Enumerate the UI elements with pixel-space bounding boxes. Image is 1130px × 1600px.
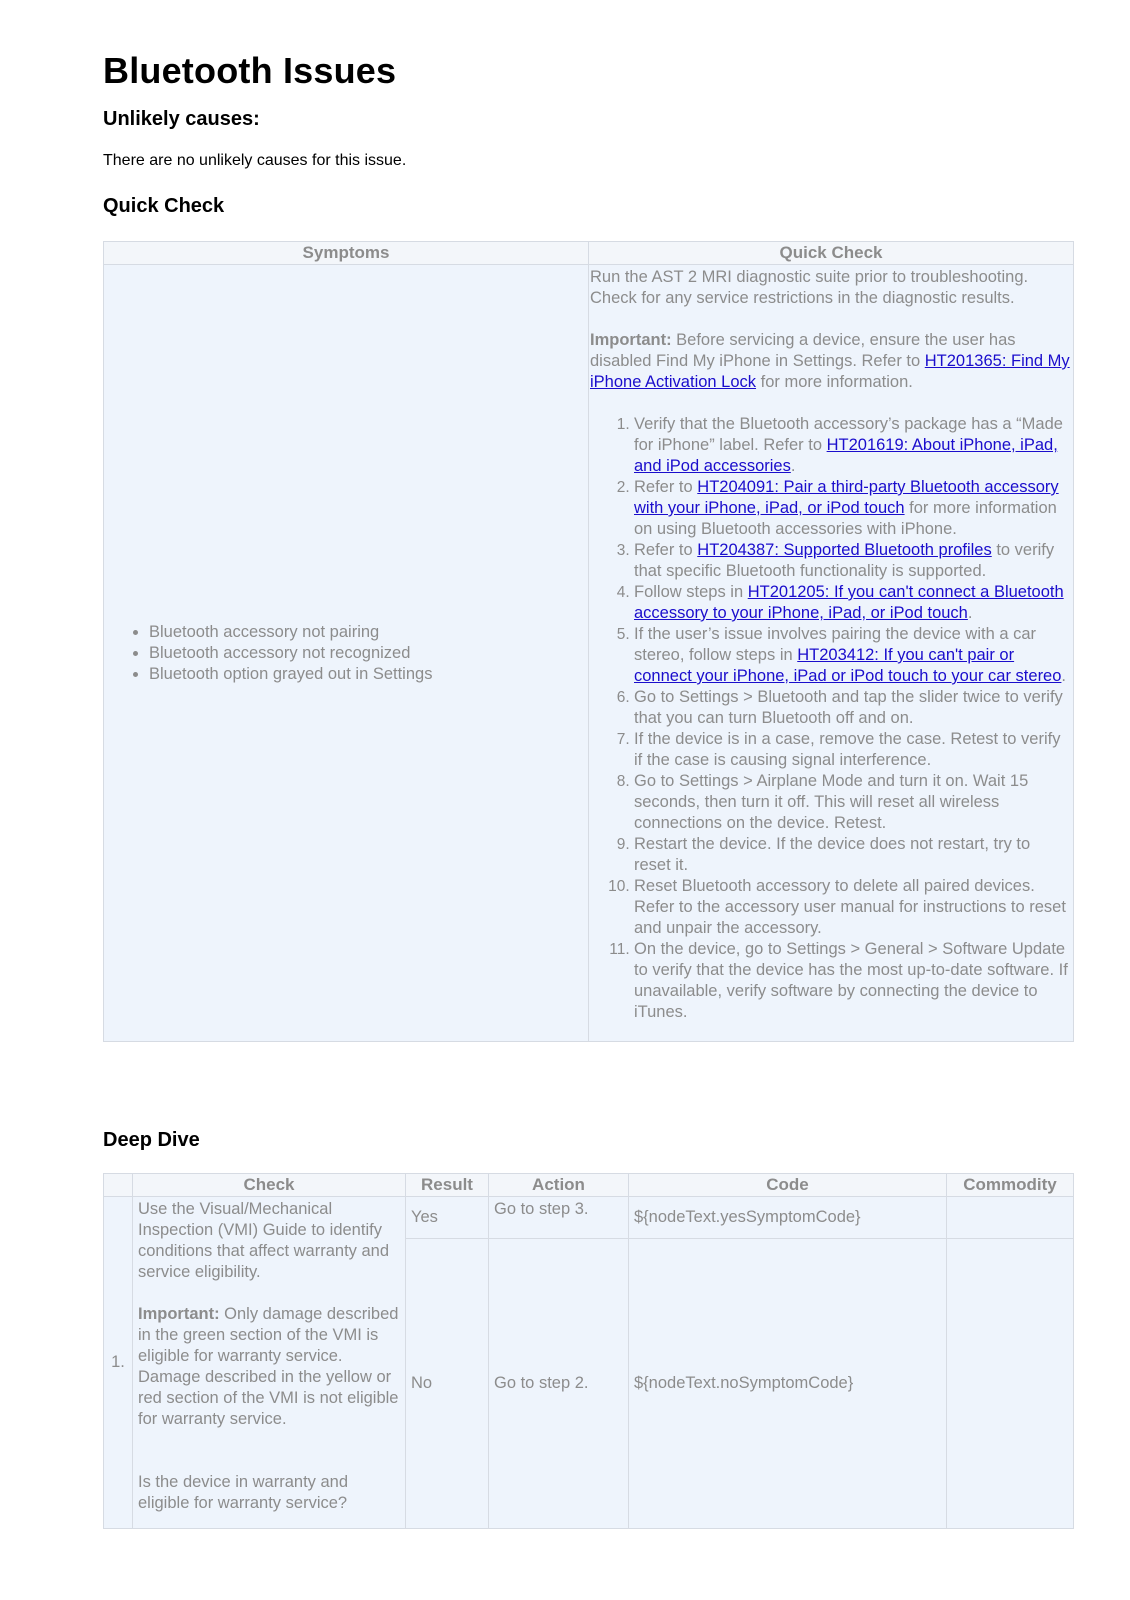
check-text: Use the Visual/Mechanical Inspection (VMI) Guide to identify conditions that affect warranty and service eligibility. xyxy=(138,1200,390,1281)
step-item: 6. Go to Settings > Bluetooth and tap the slider twice to verify that you can turn Bluetooth off and on. xyxy=(634,687,1071,729)
important-link[interactable]: HT201365: Find My iPhone Activation Lock xyxy=(590,352,1070,391)
step-item: 9. Restart the device. If the device does not restart, try to reset it. xyxy=(634,834,1071,876)
important-label: Important: xyxy=(590,331,672,349)
step-text-after: for more information on using Bluetooth accessories with iPhone. xyxy=(634,499,1057,538)
page-title: Bluetooth Issues xyxy=(103,50,397,91)
step-text-after: to verify that specific Bluetooth functionality is supported. xyxy=(634,541,1055,580)
step-link[interactable]: HT204387: Supported Bluetooth profiles xyxy=(697,541,992,559)
code-no: ${nodeText.noSymptomCode} xyxy=(629,1239,947,1529)
symptoms-cell xyxy=(104,265,589,1042)
symptoms-header: Symptoms xyxy=(104,242,589,265)
step-text: Refer to xyxy=(634,478,698,496)
unlikely-causes-text: There are no unlikely causes for this issue. xyxy=(103,152,407,169)
number-header xyxy=(104,1174,133,1197)
step-text: Verify that the Bluetooth accessory’s package has a “Made for iPhone” label. Refer to xyxy=(634,415,1063,454)
check-important-label: Important: xyxy=(138,1305,220,1323)
code-header: Code xyxy=(629,1174,947,1197)
symptoms-list xyxy=(104,622,588,685)
quick-check-table xyxy=(103,241,1074,1042)
quick-check-header: Quick Check xyxy=(589,242,1074,265)
symptom-item: • Bluetooth option grayed out in Settings xyxy=(149,664,588,685)
commodity-header: Commodity xyxy=(947,1174,1074,1197)
deep-dive-table xyxy=(103,1173,1074,1529)
check-question: Is the device in warranty and eligible for warranty service? xyxy=(138,1473,349,1512)
code-yes: ${nodeText.yesSymptomCode} xyxy=(629,1197,947,1239)
step-text: If the user’s issue involves pairing the device with a car stereo, follow steps in xyxy=(634,625,1037,664)
step-text-after: . xyxy=(967,604,973,622)
step-item xyxy=(634,540,1071,582)
step-text-after: . xyxy=(1061,667,1067,685)
result-no: No xyxy=(406,1239,489,1529)
result-header: Result xyxy=(406,1174,489,1197)
quick-check-cell xyxy=(589,265,1074,1042)
important-text: Before servicing a device, ensure the user has disabled Find My iPhone in Settings. Refer to xyxy=(590,331,1016,370)
quick-check-steps xyxy=(590,414,1071,1023)
action-no: Go to step 2. xyxy=(489,1239,629,1529)
step-text: Follow steps in xyxy=(634,583,748,601)
row-number: 1. xyxy=(104,1197,133,1529)
symptom-item: • Bluetooth accessory not recognized xyxy=(149,643,588,664)
quick-check-important xyxy=(590,330,1071,393)
step-item: 8. Go to Settings > Airplane Mode and turn it on. Wait 15 seconds, then turn it off. This will reset all wireless connections on the device. Retest. xyxy=(634,771,1071,834)
action-yes: Go to step 3. xyxy=(489,1197,629,1239)
step-link[interactable]: HT204091: Pair a third-party Bluetooth accessory with your iPhone, iPad, or iPod touch xyxy=(634,478,1059,517)
symptom-item: • Bluetooth accessory not pairing xyxy=(149,622,588,643)
quick-check-heading: Quick Check xyxy=(103,195,225,217)
important-after: for more information. xyxy=(756,373,913,391)
step-link[interactable]: HT201205: If you can't connect a Bluetooth accessory to your iPhone, iPad, or iPod touch xyxy=(634,583,1064,622)
step-item: 10. Reset Bluetooth accessory to delete all paired devices. Refer to the accessory user manual for instructions to reset and unpair the accessory. xyxy=(634,876,1071,939)
result-yes: Yes xyxy=(406,1197,489,1239)
step-link[interactable]: HT201619: About iPhone, iPad, and iPod accessories xyxy=(634,436,1058,475)
step-item xyxy=(634,414,1071,477)
quick-check-intro: Run the AST 2 MRI diagnostic suite prior to troubleshooting. Check for any service restrictions in the diagnostic results. xyxy=(590,268,1029,307)
commodity-no xyxy=(947,1239,1074,1529)
check-important xyxy=(138,1304,401,1430)
action-header: Action xyxy=(489,1174,629,1197)
step-item: 7. If the device is in a case, remove the case. Retest to verify if the case is causing signal interference. xyxy=(634,729,1071,771)
step-item xyxy=(634,582,1071,624)
step-item: 11. On the device, go to Settings > General > Software Update to verify that the device has the most up-to-date software. If unavailable, verify software by connecting the device to iTunes. xyxy=(634,939,1071,1023)
step-text-after: . xyxy=(790,457,796,475)
unlikely-causes-heading: Unlikely causes: xyxy=(103,108,260,130)
step-link[interactable]: HT203412: If you can't pair or connect your iPhone, iPad or iPod touch to your car stereo xyxy=(634,646,1062,685)
step-item xyxy=(634,624,1071,687)
check-header: Check xyxy=(133,1174,406,1197)
check-cell xyxy=(133,1197,406,1529)
check-important-text: Only damage described in the green section of the VMI is eligible for warranty service. Damage described in the yellow or red section of the VMI is not eligible for warranty service. xyxy=(138,1305,399,1428)
step-text: Refer to xyxy=(634,541,698,559)
deep-dive-heading: Deep Dive xyxy=(103,1129,200,1151)
step-item xyxy=(634,477,1071,540)
commodity-yes xyxy=(947,1197,1074,1239)
